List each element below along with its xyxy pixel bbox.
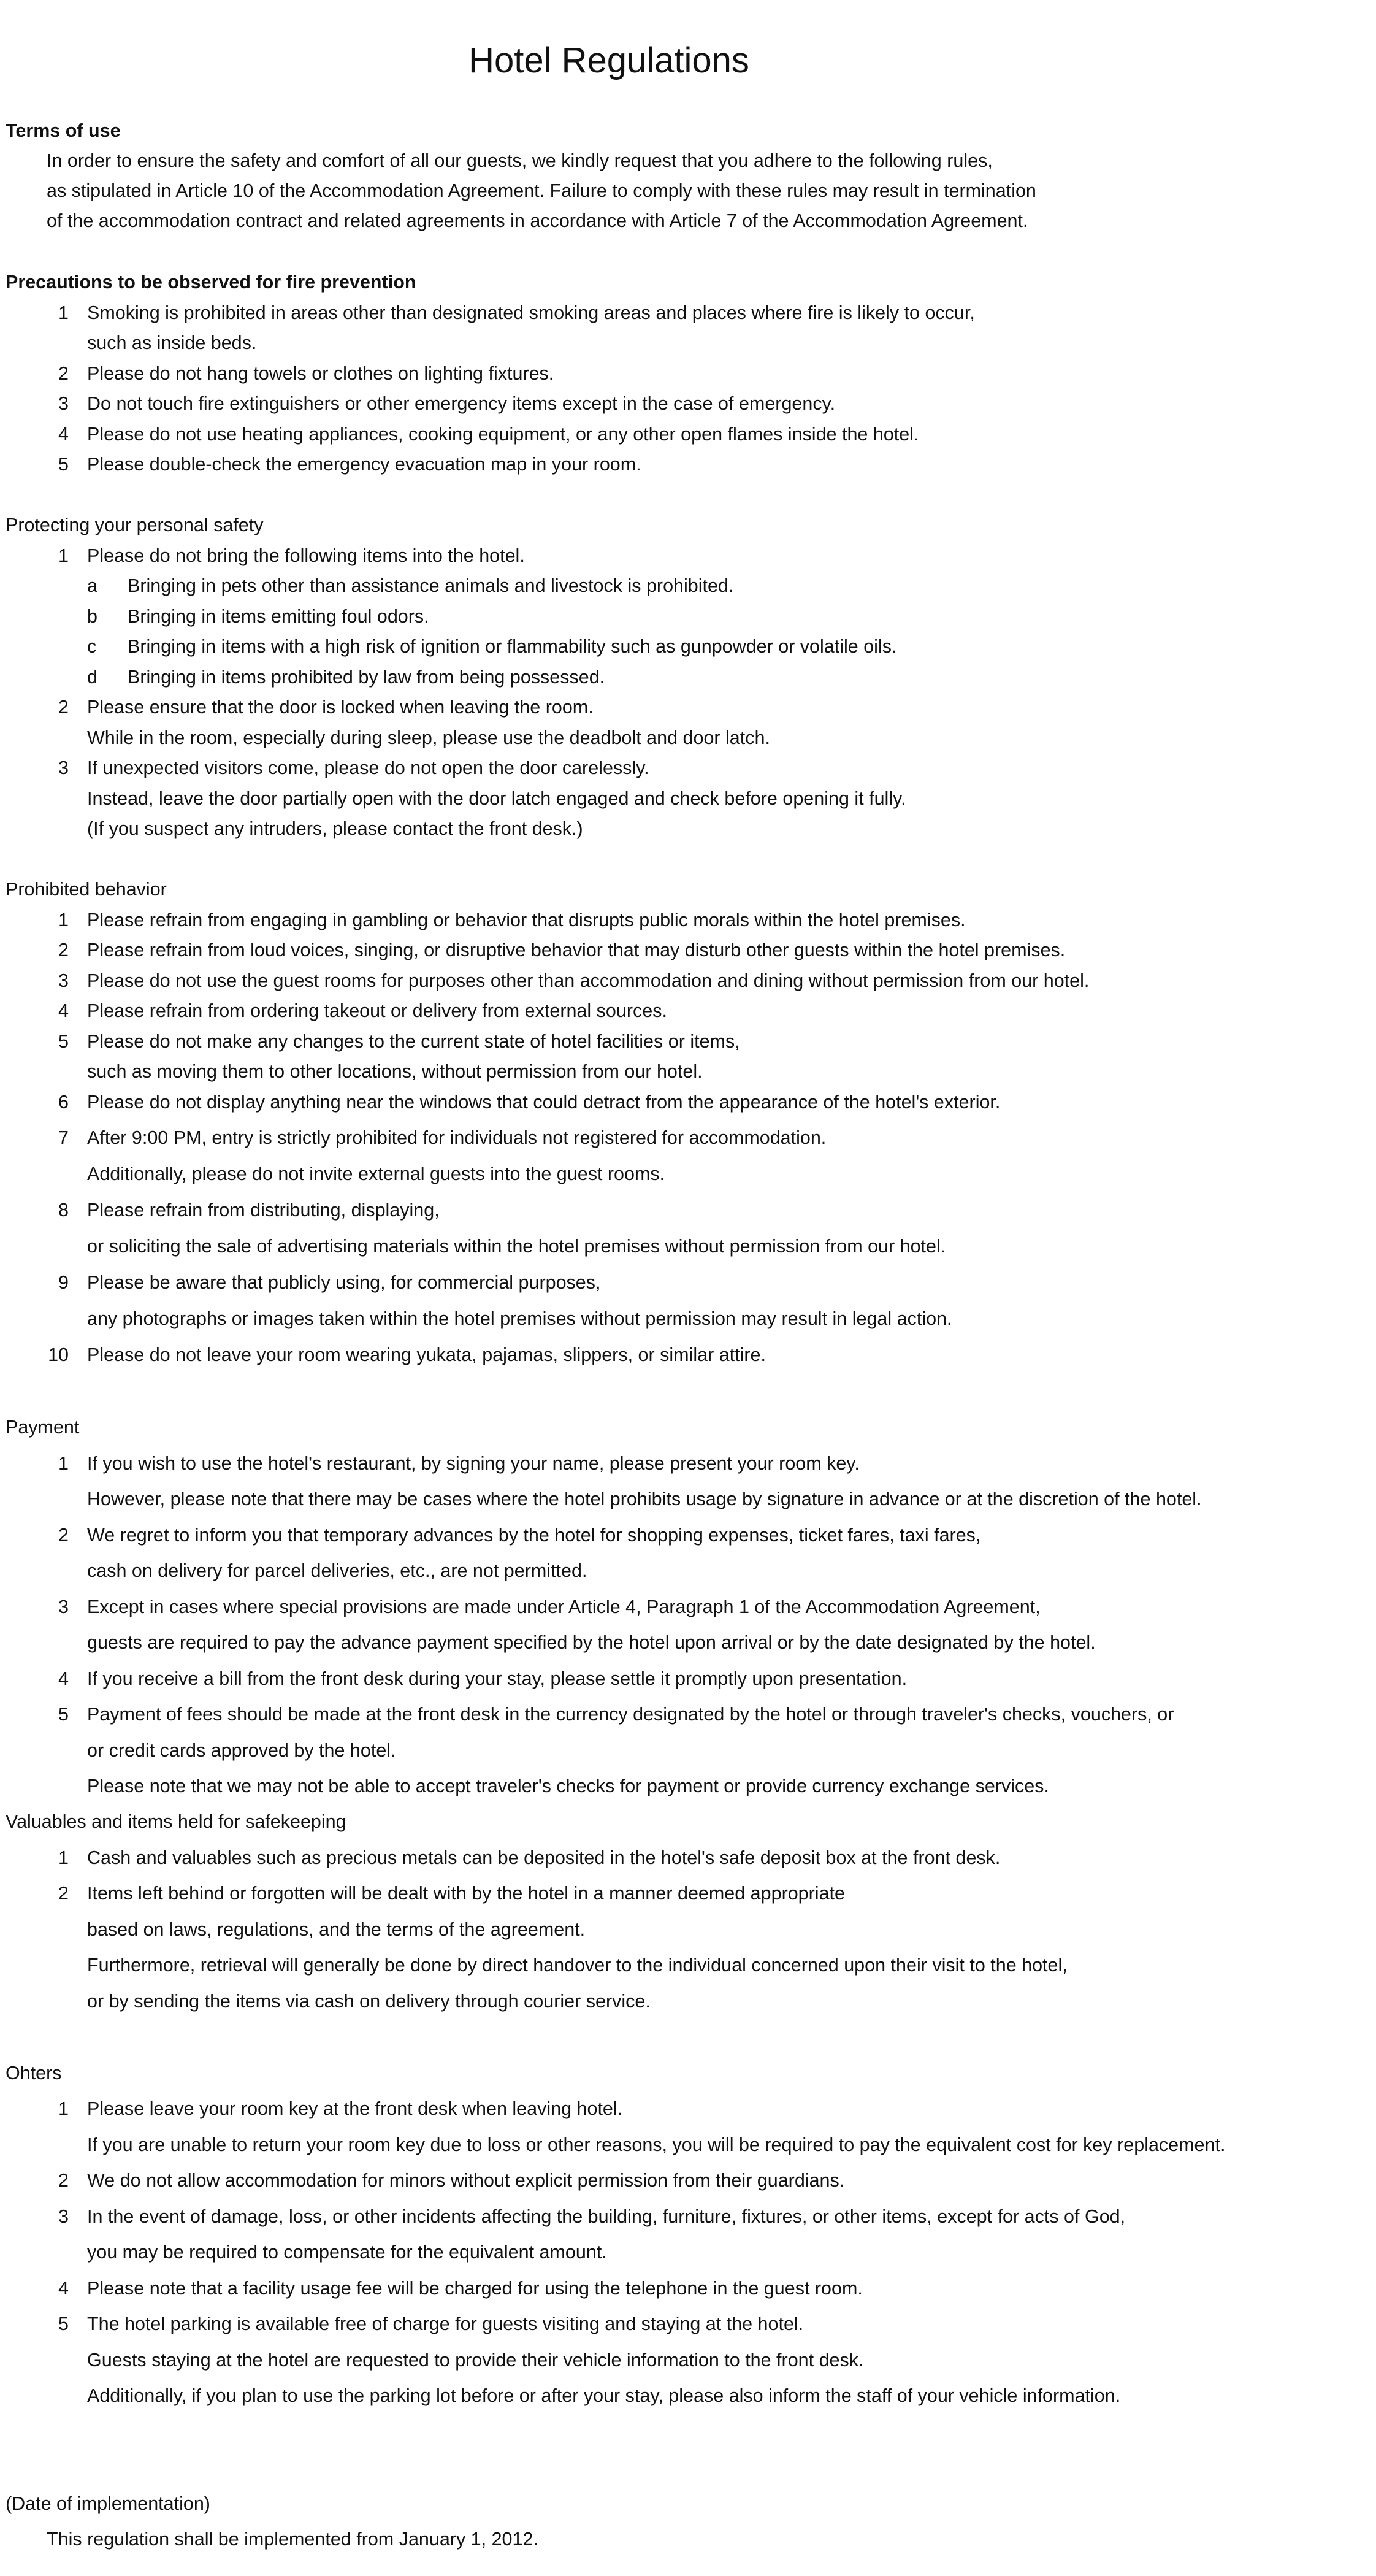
prohibited-item-text: After 9:00 PM, entry is strictly prohibited for individuals not registered for accommodation. <box>87 1127 827 1148</box>
fire-item-text: Please do not hang towels or clothes on lighting fixtures. <box>87 363 554 384</box>
item-number: 2 <box>58 1883 69 1904</box>
item-number: 4 <box>58 2278 69 2299</box>
item-number: 3 <box>58 393 69 414</box>
prohibited-heading: Prohibited behavior <box>6 879 167 900</box>
item-number: 9 <box>58 1272 69 1293</box>
safety-item-text: Please do not bring the following items into the hotel. <box>87 545 525 566</box>
item-number: 5 <box>58 1031 69 1052</box>
sub-letter: a <box>87 575 97 596</box>
sub-letter: d <box>87 667 97 688</box>
safety-item-text: While in the room, especially during sleep, please use the deadbolt and door latch. <box>87 727 770 748</box>
item-number: 1 <box>58 910 69 930</box>
sub-letter: c <box>87 636 97 657</box>
sub-item-text: Bringing in items emitting foul odors. <box>128 606 429 627</box>
prohibited-item-text: such as moving them to other locations, without permission from our hotel. <box>87 1061 703 1082</box>
item-number: 4 <box>58 424 69 445</box>
valuables-item-text: Furthermore, retrieval will generally be done by direct handover to the individual concerned upon their visit to the hotel, <box>87 1955 1068 1976</box>
item-number: 4 <box>58 1000 69 1021</box>
item-number: 3 <box>58 970 69 991</box>
terms-line: In order to ensure the safety and comfort of all our guests, we kindly request that you adhere to the following rules, <box>47 150 993 171</box>
safety-item-text: (If you suspect any intruders, please contact the front desk.) <box>87 818 583 839</box>
item-number: 3 <box>58 757 69 778</box>
item-number: 1 <box>58 302 69 323</box>
payment-item-text: cash on delivery for parcel deliveries, etc., are not permitted. <box>87 1560 587 1581</box>
fire-item-text: Please double-check the emergency evacuation map in your room. <box>87 454 641 475</box>
item-number: 2 <box>58 697 69 718</box>
item-number: 2 <box>58 1525 69 1546</box>
prohibited-item-text: Additionally, please do not invite external guests into the guest rooms. <box>87 1163 665 1184</box>
prohibited-item-text: Please do not leave your room wearing yukata, pajamas, slippers, or similar attire. <box>87 1344 766 1365</box>
fire-item-text: Smoking is prohibited in areas other than designated smoking areas and places where fire is likely to occur, <box>87 302 975 323</box>
payment-item-text: If you wish to use the hotel's restaurant, by signing your name, please present your room key. <box>87 1453 860 1474</box>
others-item-text: Please note that a facility usage fee will be charged for using the telephone in the guest room. <box>87 2278 863 2299</box>
terms-line: as stipulated in Article 10 of the Accommodation Agreement. Failure to comply with these rules may result in termination <box>47 180 1036 201</box>
prohibited-item-text: Please be aware that publicly using, for commercial purposes, <box>87 1272 601 1293</box>
prohibited-item-text: Please refrain from distributing, displaying, <box>87 1200 440 1221</box>
prohibited-item-text: Please do not display anything near the windows that could detract from the appearance of the hotel's exterior. <box>87 1092 1001 1113</box>
prohibited-item-text: any photographs or images taken within the hotel premises without permission may result in legal action. <box>87 1308 952 1329</box>
valuables-heading: Valuables and items held for safekeeping <box>6 1811 346 1832</box>
fire-item-text: Do not touch fire extinguishers or other emergency items except in the case of emergency. <box>87 393 836 414</box>
sub-item-text: Bringing in items with a high risk of ignition or flammability such as gunpowder or volatile oils. <box>128 636 897 657</box>
safety-item-text: Instead, leave the door partially open with the door latch engaged and check before opening it fully. <box>87 788 906 809</box>
item-number: 5 <box>58 454 69 475</box>
item-number: 10 <box>48 1344 69 1365</box>
item-number: 1 <box>58 545 69 566</box>
payment-item-text: Payment of fees should be made at the front desk in the currency designated by the hotel or through traveler's checks, vouchers, or <box>87 1704 1174 1725</box>
payment-heading: Payment <box>6 1417 80 1438</box>
item-number: 5 <box>58 1704 69 1725</box>
others-item-text: Additionally, if you plan to use the parking lot before or after your stay, please also inform the staff of your vehicle information. <box>87 2385 1121 2406</box>
sub-item-text: Bringing in pets other than assistance animals and livestock is prohibited. <box>128 575 734 596</box>
page-title: Hotel Regulations <box>468 40 749 80</box>
terms-line: of the accommodation contract and related agreements in accordance with Article 7 of the Accommodation Agreement. <box>47 210 1028 231</box>
item-number: 3 <box>58 1597 69 1617</box>
item-number: 1 <box>58 1847 69 1868</box>
date-text: This regulation shall be implemented from January 1, 2012. <box>47 2529 538 2550</box>
prohibited-item-text: Please do not use the guest rooms for purposes other than accommodation and dining without permission from our hotel. <box>87 970 1090 991</box>
item-number: 6 <box>58 1092 69 1113</box>
item-number: 7 <box>58 1127 69 1148</box>
item-number: 4 <box>58 1668 69 1689</box>
payment-item-text: Except in cases where special provisions are made under Article 4, Paragraph 1 of the Accommodation Agreement, <box>87 1597 1041 1617</box>
terms-heading: Terms of use <box>6 120 121 141</box>
date-heading: (Date of implementation) <box>6 2493 210 2514</box>
prohibited-item-text: Please refrain from engaging in gambling or behavior that disrupts public morals within the hotel premises. <box>87 910 966 930</box>
payment-item-text: or credit cards approved by the hotel. <box>87 1740 396 1761</box>
fire-item-text: Please do not use heating appliances, cooking equipment, or any other open flames inside the hotel. <box>87 424 919 445</box>
fire-heading: Precautions to be observed for fire prevention <box>6 272 416 293</box>
item-number: 2 <box>58 940 69 960</box>
safety-heading: Protecting your personal safety <box>6 515 264 535</box>
payment-item-text: However, please note that there may be cases where the hotel prohibits usage by signature in advance or at the discretion of the hotel. <box>87 1489 1202 1509</box>
item-number: 5 <box>58 2313 69 2334</box>
item-number: 2 <box>58 2170 69 2191</box>
item-number: 1 <box>58 1453 69 1474</box>
valuables-item-text: or by sending the items via cash on delivery through courier service. <box>87 1991 651 2012</box>
prohibited-item-text: Please refrain from loud voices, singing, or disruptive behavior that may disturb other guests within the hotel premises. <box>87 940 1066 960</box>
others-item-text: In the event of damage, loss, or other incidents affecting the building, furniture, fixtures, or other items, except for acts of God, <box>87 2206 1126 2227</box>
item-number: 8 <box>58 1200 69 1221</box>
sub-letter: b <box>87 606 97 627</box>
others-item-text: Guests staying at the hotel are requested to provide their vehicle information to the front desk. <box>87 2350 864 2371</box>
payment-item-text: We regret to inform you that temporary advances by the hotel for shopping expenses, ticket fares, taxi fares, <box>87 1525 981 1546</box>
safety-item-text: If unexpected visitors come, please do not open the door carelessly. <box>87 757 649 778</box>
item-number: 2 <box>58 363 69 384</box>
others-item-text: We do not allow accommodation for minors without explicit permission from their guardians. <box>87 2170 845 2191</box>
item-number: 3 <box>58 2206 69 2227</box>
others-item-text: The hotel parking is available free of charge for guests visiting and staying at the hotel. <box>87 2313 804 2334</box>
valuables-item-text: Items left behind or forgotten will be dealt with by the hotel in a manner deemed appropriate <box>87 1883 845 1904</box>
payment-item-text: If you receive a bill from the front desk during your stay, please settle it promptly upon presentation. <box>87 1668 908 1689</box>
others-heading: Ohters <box>6 2063 62 2083</box>
others-item-text: If you are unable to return your room key due to loss or other reasons, you will be required to pay the equivalent cost for key replacement. <box>87 2134 1226 2155</box>
valuables-item-text: Cash and valuables such as precious metals can be deposited in the hotel's safe deposit box at the front desk. <box>87 1847 1001 1868</box>
others-item-text: Please leave your room key at the front desk when leaving hotel. <box>87 2098 623 2119</box>
payment-item-text: Please note that we may not be able to accept traveler's checks for payment or provide currency exchange services. <box>87 1776 1049 1796</box>
safety-item-text: Please ensure that the door is locked when leaving the room. <box>87 697 594 718</box>
sub-item-text: Bringing in items prohibited by law from being possessed. <box>128 667 605 688</box>
others-item-text: you may be required to compensate for the equivalent amount. <box>87 2242 607 2263</box>
payment-item-text: guests are required to pay the advance payment specified by the hotel upon arrival or by the date designated by the hotel. <box>87 1632 1096 1653</box>
fire-item-text: such as inside beds. <box>87 332 257 353</box>
prohibited-item-text: Please do not make any changes to the current state of hotel facilities or items, <box>87 1031 740 1052</box>
valuables-item-text: based on laws, regulations, and the terms of the agreement. <box>87 1919 586 1940</box>
prohibited-item-text: Please refrain from ordering takeout or delivery from external sources. <box>87 1000 667 1021</box>
item-number: 1 <box>58 2098 69 2119</box>
prohibited-item-text: or soliciting the sale of advertising materials within the hotel premises without permission from our hotel. <box>87 1236 946 1257</box>
